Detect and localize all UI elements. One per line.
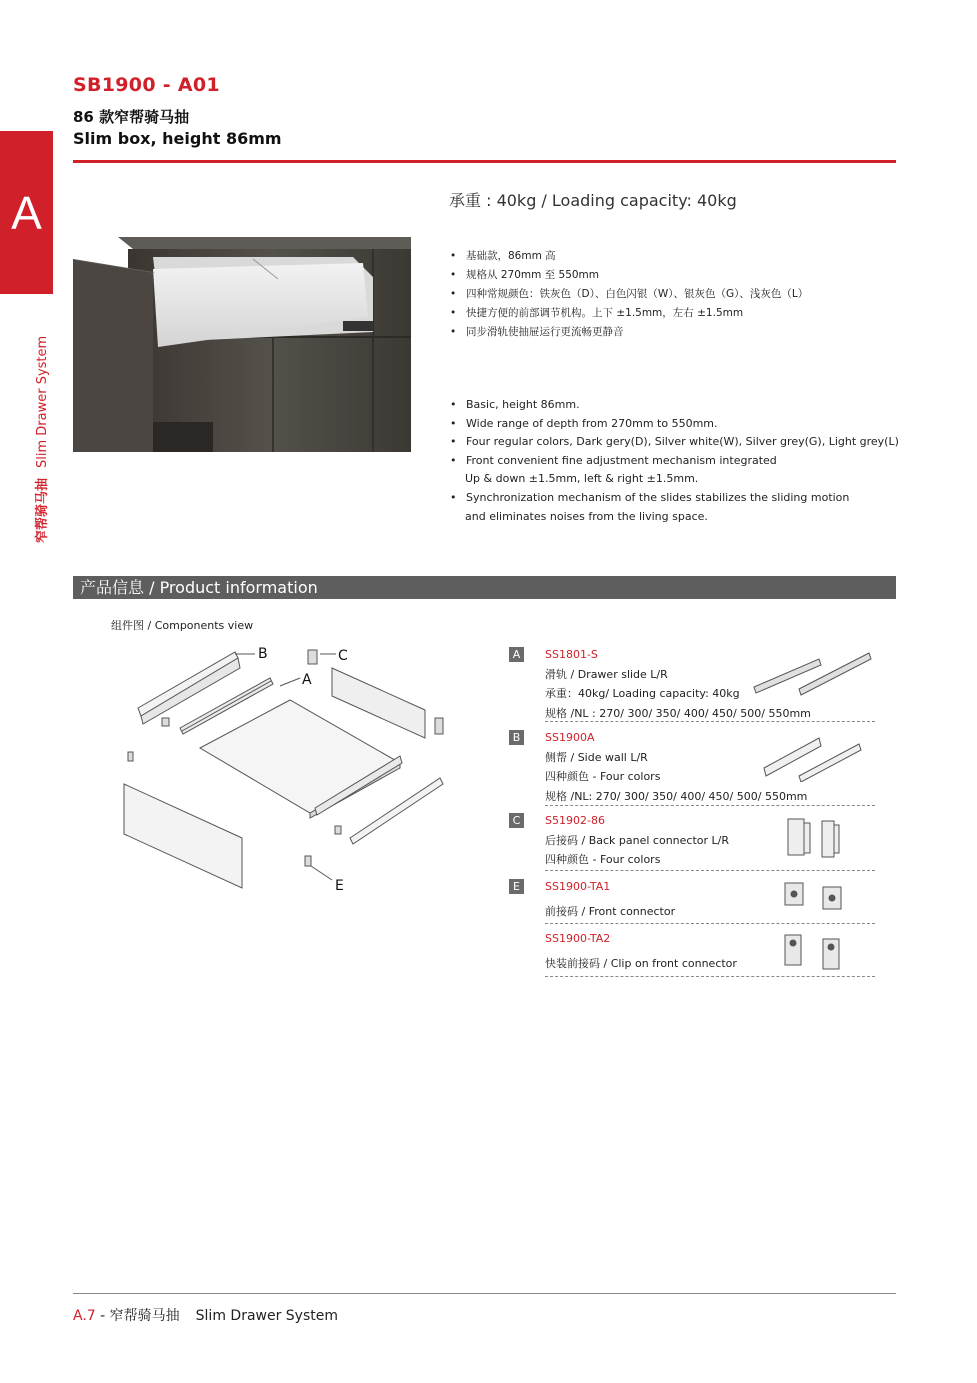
feature-en-text: Synchronization mechanism of the slides stabilizes the sliding motion (466, 490, 850, 504)
back-panel-connector-image (784, 815, 844, 861)
component-line: 前接码 / Front connector (545, 904, 676, 918)
component-separator (545, 805, 875, 806)
component-c (509, 811, 875, 869)
feature-en-item (449, 452, 899, 489)
page-number: A.7 (73, 1308, 96, 1324)
drawer-product-photo (73, 237, 411, 452)
feature-list-en (449, 396, 899, 526)
component-line: 侧帮 / Side wall L/R (545, 750, 648, 764)
feature-list-cn (449, 247, 808, 342)
component-code: SS1801-S (545, 648, 598, 661)
component-line: 四种颜色 - Four colors (545, 853, 661, 866)
callout-e: E (335, 878, 344, 894)
feature-en-item (449, 415, 899, 434)
feature-en-text: Basic, height 86mm. (466, 398, 580, 411)
component-code: SS1900-TA1 (545, 880, 611, 893)
product-code: SB1900 - A01 (73, 74, 220, 96)
component-code: S51902-86 (545, 814, 605, 827)
component-code: SS1900A (545, 731, 595, 744)
footer-divider (73, 1293, 896, 1294)
component-badge: B (509, 730, 524, 745)
component-ta2 (509, 929, 875, 975)
product-info-title: 产品信息 / Product information (80, 578, 318, 597)
title-chinese: 86 款窄帮骑马抽 (73, 108, 190, 126)
component-b (509, 728, 875, 806)
components-view-label: 组件图 / Components view (111, 619, 254, 632)
footer-separator: - (95, 1308, 110, 1324)
component-line: 规格 /NL: 270/ 300/ 350/ 400/ 450/ 500/ 550mm (545, 789, 808, 803)
component-a (509, 645, 875, 720)
feature-en-text-cont: Up & down ±1.5mm, left & right ±1.5mm. (465, 472, 699, 486)
component-line: 滑轨 / Drawer slide L/R (545, 667, 668, 681)
feature-en-text-cont: and eliminates noises from the living space. (465, 509, 708, 523)
feature-cn-item: • 同步滑轨使抽屉运行更流畅更静音 (449, 323, 808, 342)
side-wall-image (759, 732, 869, 782)
component-separator (545, 976, 875, 977)
footer-title-en: Slim Drawer System (195, 1308, 339, 1324)
feature-cn-item: • 规格从 270mm 至 550mm (449, 266, 808, 285)
feature-en-item (449, 489, 899, 526)
section-label-cn: 窄帮骑马抽 (35, 477, 50, 543)
exploded-components-diagram (110, 638, 470, 900)
footer (73, 1305, 338, 1325)
callout-a: A (302, 672, 312, 688)
title-english: Slim box, height 86mm (73, 129, 282, 148)
footer-title-cn: 窄帮骑马抽 (109, 1308, 180, 1324)
feature-cn-item: • 四种常规颜色：铁灰色（D）、白色闪银（W）、银灰色（G）、浅灰色（L） (449, 285, 808, 304)
component-badge: C (509, 813, 524, 828)
loading-capacity: 承重 : 40kg / Loading capacity: 40kg (449, 191, 737, 210)
feature-cn-item: • 基础款，86mm 高 (449, 247, 808, 266)
feature-en-item (449, 433, 899, 452)
section-letter: A (11, 187, 42, 239)
feature-en-text: Front convenient fine adjustment mechanism integrated (466, 453, 777, 467)
clip-on-front-connector-image (779, 931, 859, 973)
feature-en-item (449, 396, 899, 415)
component-separator (545, 721, 875, 722)
callout-b: B (258, 646, 268, 662)
component-separator (545, 870, 875, 871)
component-line: 四种颜色 - Four colors (545, 770, 661, 783)
component-line: 承重：40kg/ Loading capacity: 40kg (545, 687, 740, 700)
component-line: 快装前接码 / Clip on front connector (545, 956, 737, 970)
component-badge: A (509, 647, 524, 662)
component-code: SS1900-TA2 (545, 932, 611, 945)
callout-c: C (338, 648, 348, 664)
component-separator (545, 923, 875, 924)
component-line: 规格 /NL : 270/ 300/ 350/ 400/ 450/ 500/ 550mm (545, 706, 811, 720)
drawer-slide-image (749, 647, 875, 697)
component-badge: E (509, 879, 524, 894)
section-label-en: Slim Drawer System (35, 335, 50, 468)
component-e (509, 877, 875, 923)
section-label (31, 318, 50, 543)
feature-en-text: Four regular colors, Dark gery(D), Silver white(W), Silver grey(G), Light grey(L) (466, 435, 899, 449)
feature-en-text: Wide range of depth from 270mm to 550mm. (466, 416, 718, 430)
product-info-banner (73, 576, 896, 599)
front-connector-image (779, 879, 859, 917)
component-line: 后接码 / Back panel connector L/R (545, 833, 729, 847)
feature-cn-item: • 快捷方便的前部调节机构。上下 ±1.5mm，左右 ±1.5mm (449, 304, 808, 323)
header-divider (73, 160, 896, 163)
